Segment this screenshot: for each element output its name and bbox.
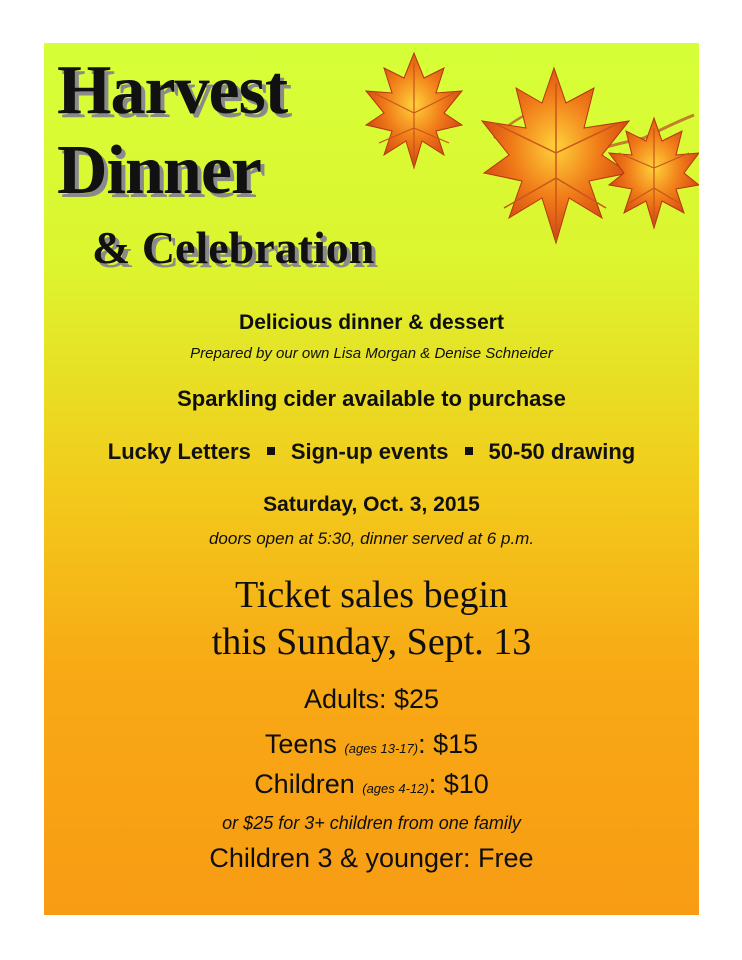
bullet-square-icon	[465, 447, 473, 455]
price-adults: Adults: $25	[303, 684, 440, 714]
ticket-sales-line1: Ticket sales begin	[234, 574, 508, 616]
price-children	[44, 769, 699, 800]
title-celebration: & Celebration	[92, 222, 375, 273]
activities-list	[44, 439, 699, 465]
children-ages: (ages 4-12)	[362, 781, 429, 796]
teens-ages: (ages 13-17)	[344, 741, 419, 756]
price-younger: Children 3 & younger: Free	[209, 843, 534, 873]
maple-leaf-icon	[366, 53, 462, 168]
teens-price: : $15	[418, 729, 479, 759]
event-date: Saturday, Oct. 3, 2015	[263, 493, 480, 516]
maple-leaves-illustration	[344, 43, 699, 258]
activity-item: Sign-up events	[290, 439, 449, 464]
children-label: Children	[254, 769, 363, 799]
cider-note: Sparkling cider available to purchase	[177, 386, 566, 411]
dinner-heading: Delicious dinner & dessert	[239, 311, 504, 334]
prepared-by: Prepared by our own Lisa Morgan & Denise Schneider	[190, 345, 553, 362]
price-teens	[44, 729, 699, 760]
event-times: doors open at 5:30, dinner served at 6 p.m.	[208, 529, 535, 548]
poster	[44, 43, 699, 915]
maple-leaf-icon	[482, 68, 629, 243]
children-price: : $10	[428, 769, 489, 799]
teens-label: Teens	[264, 729, 345, 759]
activity-item: 50-50 drawing	[488, 439, 636, 464]
price-family: or $25 for 3+ children from one family	[222, 813, 521, 833]
ticket-sales-line2: this Sunday, Sept. 13	[211, 621, 532, 663]
bullet-square-icon	[267, 447, 275, 455]
activity-item: Lucky Letters	[107, 439, 251, 464]
title-dinner: Dinner	[57, 132, 261, 209]
title-harvest: Harvest	[57, 52, 288, 129]
